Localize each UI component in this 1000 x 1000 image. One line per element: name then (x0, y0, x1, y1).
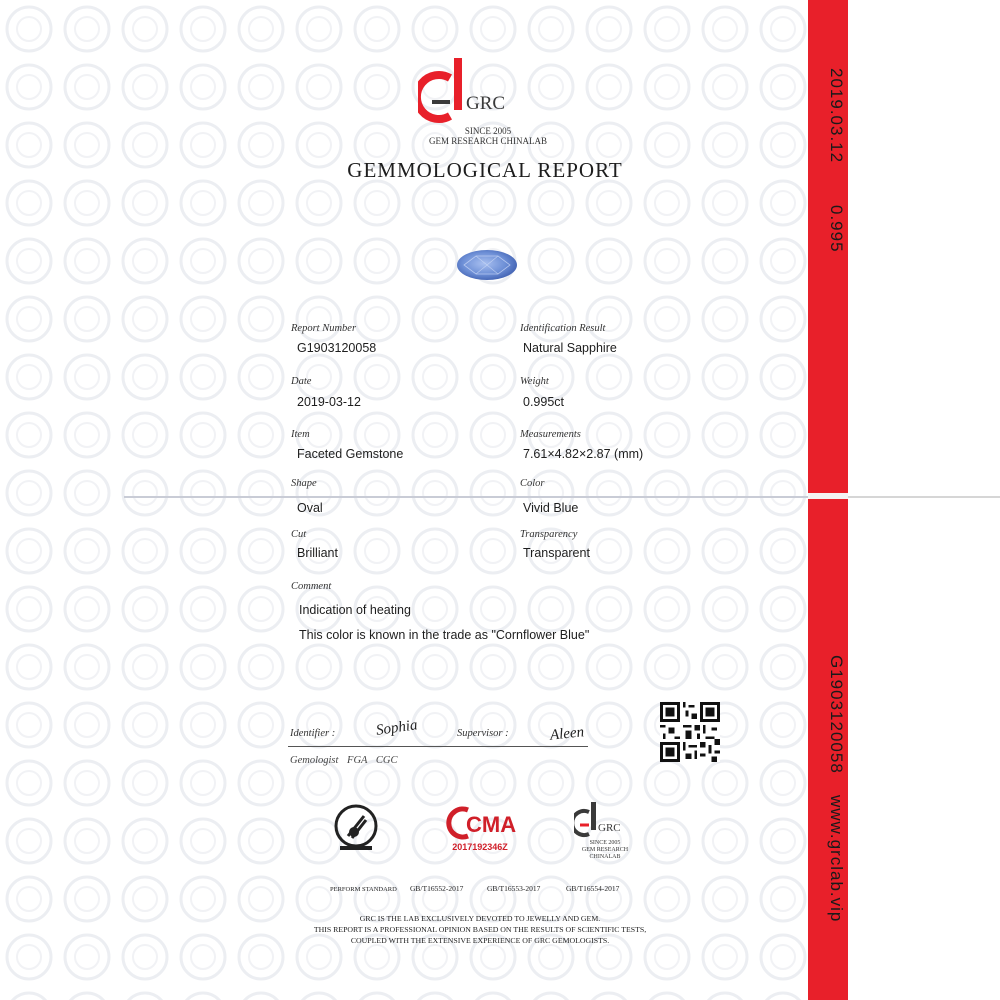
lab-name-text: GEM RESEARCH CHINALAB (428, 136, 547, 146)
strip-weight: 0.995 (827, 205, 846, 253)
grc-small-lab-text: GEM RESEARCH CHINALAB (581, 847, 629, 860)
grc-small-logo (574, 800, 634, 842)
grc-small-since-text: SINCE 2005 (589, 840, 621, 846)
measurements-value: 7.61×4.82×2.87 (mm) (523, 447, 644, 461)
supervisor-signature: Aleen (549, 724, 585, 744)
report-title: GEMMOLOGICAL REPORT (347, 158, 623, 182)
logo-since (418, 126, 558, 146)
strip-fold-gap (808, 493, 848, 499)
shape-value: Oval (297, 501, 323, 515)
footer-line-3: COUPLED WITH THE EXTENSIVE EXPERIENCE OF GRC GEMOLOGISTS. (350, 936, 610, 945)
standard-2: GB/T16553-2017 (487, 884, 541, 893)
footer-line-2: THIS REPORT IS A PROFESSIONAL OPINION BASED ON THE RESULTS OF SCIENTIFIC TESTS, (313, 925, 647, 934)
color-label: Color (520, 478, 545, 489)
fold-line (124, 496, 808, 498)
identifier-label: Identifier : (290, 728, 336, 739)
weight-value: 0.995ct (523, 395, 565, 409)
cma-seal-icon (442, 806, 518, 840)
supervisor-label: Supervisor : (457, 728, 509, 739)
since-text: SINCE 2005 (464, 126, 512, 136)
item-label: Item (291, 429, 310, 440)
transparency-value: Transparent (523, 546, 590, 560)
identification-result-value: Natural Sapphire (523, 341, 617, 355)
standard-3: GB/T16554-2017 (566, 884, 620, 893)
report-number-value: G1903120058 (297, 341, 377, 355)
shape-label: Shape (291, 478, 317, 489)
signature-line (288, 746, 588, 747)
report-number-label: Report Number (291, 323, 357, 334)
footer-line-1: GRC IS THE LAB EXCLUSIVELY DEVOTED TO JEWELLY AND GEM. (359, 914, 601, 923)
grc-small-since (570, 840, 640, 861)
comment-line-1: Indication of heating (299, 603, 411, 617)
cma-seal-text: CMA (466, 812, 517, 837)
grc-small-logo-text: GRC (598, 822, 621, 834)
standards-label: PERFORM STANDARD (330, 886, 397, 893)
date-label: Date (291, 376, 312, 387)
fold-line-right (848, 496, 1000, 498)
item-value: Faceted Gemstone (297, 447, 404, 461)
cut-label: Cut (291, 529, 307, 540)
strip-website: www.grclab.vip (827, 795, 846, 923)
color-value: Vivid Blue (523, 501, 579, 515)
cma-number: 2017192346Z (452, 842, 508, 852)
standard-1: GB/T16552-2017 (410, 884, 464, 893)
strip-date: 2019.03.12 (827, 68, 846, 164)
identification-result-label: Identification Result (520, 323, 606, 334)
microscope-seal-icon (330, 802, 382, 854)
qr-code[interactable] (660, 702, 720, 762)
comment-line-2: This color is known in the trade as "Cornflower Blue" (299, 628, 590, 642)
identifier-signature: Sophia (375, 717, 419, 739)
measurements-label: Measurements (520, 429, 581, 440)
weight-label: Weight (520, 376, 549, 387)
transparency-label: Transparency (520, 529, 578, 540)
strip-report-number: G1903120058 (827, 655, 846, 774)
grc-logo-text: GRC (466, 93, 506, 114)
date-value: 2019-03-12 (297, 395, 361, 409)
gemstone-image (456, 249, 518, 281)
comment-label: Comment (291, 581, 332, 592)
cut-value: Brilliant (297, 546, 338, 560)
gemologist-credentials: Gemologist FGA CGC (290, 755, 398, 766)
